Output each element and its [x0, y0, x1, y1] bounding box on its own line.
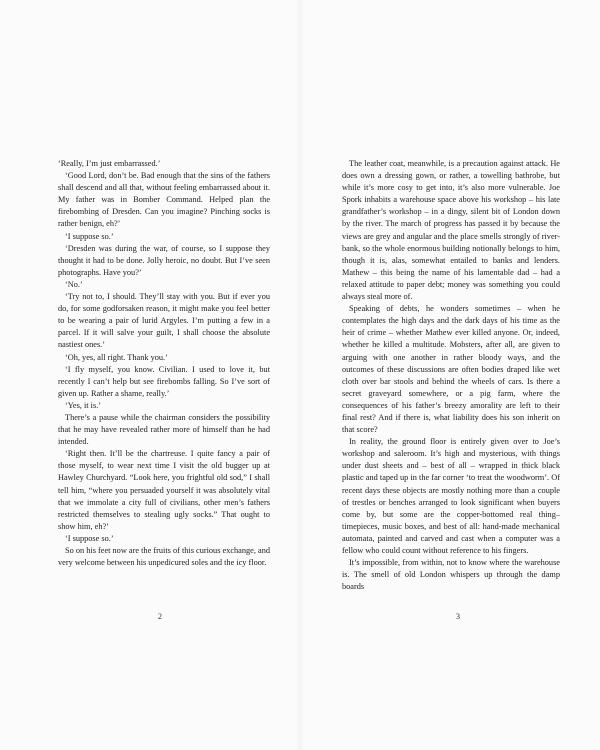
paragraph: ‘Good Lord, don’t be. Bad enough that the sins of the fathers shall descend and all that, without feeling embarrassed about it. My father was in Bomber Command. Helped plan the firebombing of Dresden. Can you imagine? Pinching socks is rather benign, eh?’	[58, 171, 270, 229]
paragraph: ‘Really, I’m just embarrassed.’	[58, 159, 161, 168]
paragraph: ‘I suppose so.’	[65, 231, 114, 241]
paragraph: ‘Right then. It’ll be the chartreuse. I quite fancy a pair of those myself, to wear next time I visit the old bugger up at Hawley Churchyard. “Look here, you frightful old sod,” I shall tell him, “where you persuaded yourself it was absolutely vital that we immolate a city full of civilians, other men’s fathers restricted themselves to stealing ugly socks.” That ought to show him, eh?’	[58, 449, 270, 531]
paragraph: ‘I fly myself, you know. Civilian. I used to love it, but recently I can’t help but see firebombs falling. So I’ve sort of given up. Rather a shame, really.’	[58, 364, 270, 398]
paragraph: ‘Oh, yes, all right. Thank you.’	[65, 352, 168, 362]
paragraph: ‘I suppose so.’	[65, 533, 114, 543]
paragraph: In reality, the ground floor is entirely given over to Joe’s workshop and saleroom. It’s high and mysterious, with things under dust sheets and – best of all – wrapped in thick black plastic and taped up in the far corner ‘to treat the woodworm’. Of recent days these objects are mostly nothing more than a couple of trestles or benches arranged to look significant when buyers come by, but some are the copper-bottomed real thing– timepieces, music boxes, and best of all: hand-made mechanical automata, painted and carved and cast when a computer was a fellow who could count without reference to his fingers.	[342, 437, 560, 555]
page-number-right: 3	[455, 612, 461, 621]
paragraph: The leather coat, meanwhile, is a precaution against attack. He does own a dressing gown, or rather, a towelling bathrobe, but while it’s more cosy to get into, it’s also more vulnerable. Joe Spork inhabits a warehouse space above his workshop – his late grandfather’s workshop – in a dingy, silent bit of London down by the river. The march of progress has passed it by because the views are grey and angular and the place smells strongly of river-bank, so the whole enormous building notionally belongs to him, though it is, alas, somewhat entailed to banks and lenders. Mathew – this being the name of his lamentable dad – had a relaxed attitude to paper debt; money was something you could always steal more of.	[342, 159, 560, 302]
paragraph: ‘Yes, it is.’	[65, 400, 102, 410]
paragraph: It’s impossible, from within, not to know where the warehouse is. The smell of old London whispers up through the damp boards	[342, 558, 560, 592]
left-page-text	[58, 158, 270, 569]
page-number-left: 2	[157, 612, 163, 621]
paragraph: There’s a pause while the chairman considers the possibility that he may have revealed rather more of himself than he had intended.	[58, 412, 270, 447]
paragraph: So on his feet now are the fruits of this curious exchange, and very welcome between his unpedicured soles and the icy floor.	[58, 546, 270, 568]
right-page	[300, 0, 600, 750]
paragraph: Speaking of debts, he wonders sometimes – when he contemplates the high days and the dark days of his time as the heir of crime – whether Mathew ever killed anyone. Or, indeed, whether he killed a multitude. Mobsters, after all, are given to arguing with one another in rather bloody ways, and the outcomes of these discussions are often bodies draped like wet cloth over bar stools and behind the wheels of cars. Is there a secret graveyard somewhere, or a pig farm, where the consequences of his father’s breezy amorality are left to their final rest? And if there is, what liability does his son inherit on that score?	[342, 304, 560, 435]
right-page-text	[342, 158, 560, 593]
paragraph: ‘No.’	[65, 279, 83, 289]
paragraph: ‘Dresden was during the war, of course, so I suppose they thought it had to be done. Jolly heroic, no doubt. But I’ve seen photographs. Have you?’	[58, 243, 270, 277]
paragraph: ‘Try not to, I should. They’ll stay with you. But if ever you do, for some godforsaken reason, it might make you feel better to be wearing a pair of lurid Argyles. I’m putting a few in a parcel. If it will salve your guilt, I shall choose the absolute nastiest ones.’	[58, 292, 270, 350]
